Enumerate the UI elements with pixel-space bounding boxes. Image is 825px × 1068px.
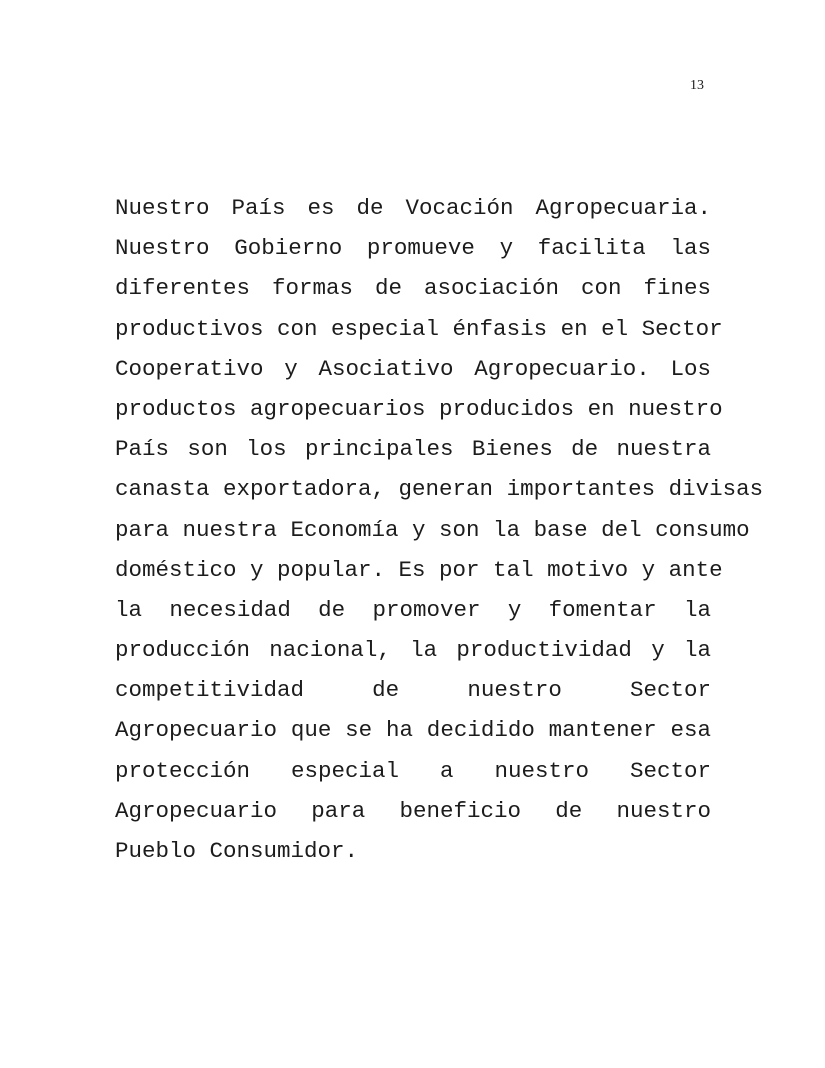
paragraph-line: productos agropecuarios producidos en nuestro bbox=[115, 395, 723, 422]
paragraph-line: producción nacional, la productividad y la bbox=[115, 637, 711, 664]
paragraph-line: canasta exportadora, generan importantes divisas bbox=[115, 476, 764, 503]
paragraph-line: País son los principales Bienes de nuestra bbox=[115, 436, 711, 463]
paragraph-line: protección especial a nuestro Sector bbox=[115, 757, 711, 784]
paragraph-line: diferentes formas de asociación con fines bbox=[115, 275, 711, 302]
paragraph-line: Agropecuario para beneficio de nuestro bbox=[115, 797, 711, 824]
paragraph-line: para nuestra Economía y son la base del consumo bbox=[115, 516, 750, 543]
paragraph-line: Agropecuario que se ha decidido mantener esa bbox=[115, 717, 711, 744]
paragraph-line: Nuestro País es de Vocación Agropecuaria. bbox=[115, 195, 711, 221]
paragraph-line: competitividad de nuestro Sector bbox=[115, 677, 711, 704]
paragraph-line: Nuestro Gobierno promueve y facilita las bbox=[115, 235, 711, 262]
paragraph-line: doméstico y popular. Es por tal motivo y ante bbox=[115, 556, 723, 583]
paragraph-line: Cooperativo y Asociativo Agropecuario. Los bbox=[115, 355, 711, 382]
page-number: 13 bbox=[690, 78, 704, 93]
paragraph-line: la necesidad de promover y fomentar la bbox=[115, 596, 711, 623]
paragraph-line: productivos con especial énfasis en el Sector bbox=[115, 315, 723, 342]
paragraph-line-last: Pueblo Consumidor. bbox=[115, 838, 359, 864]
body-paragraph bbox=[115, 188, 764, 871]
